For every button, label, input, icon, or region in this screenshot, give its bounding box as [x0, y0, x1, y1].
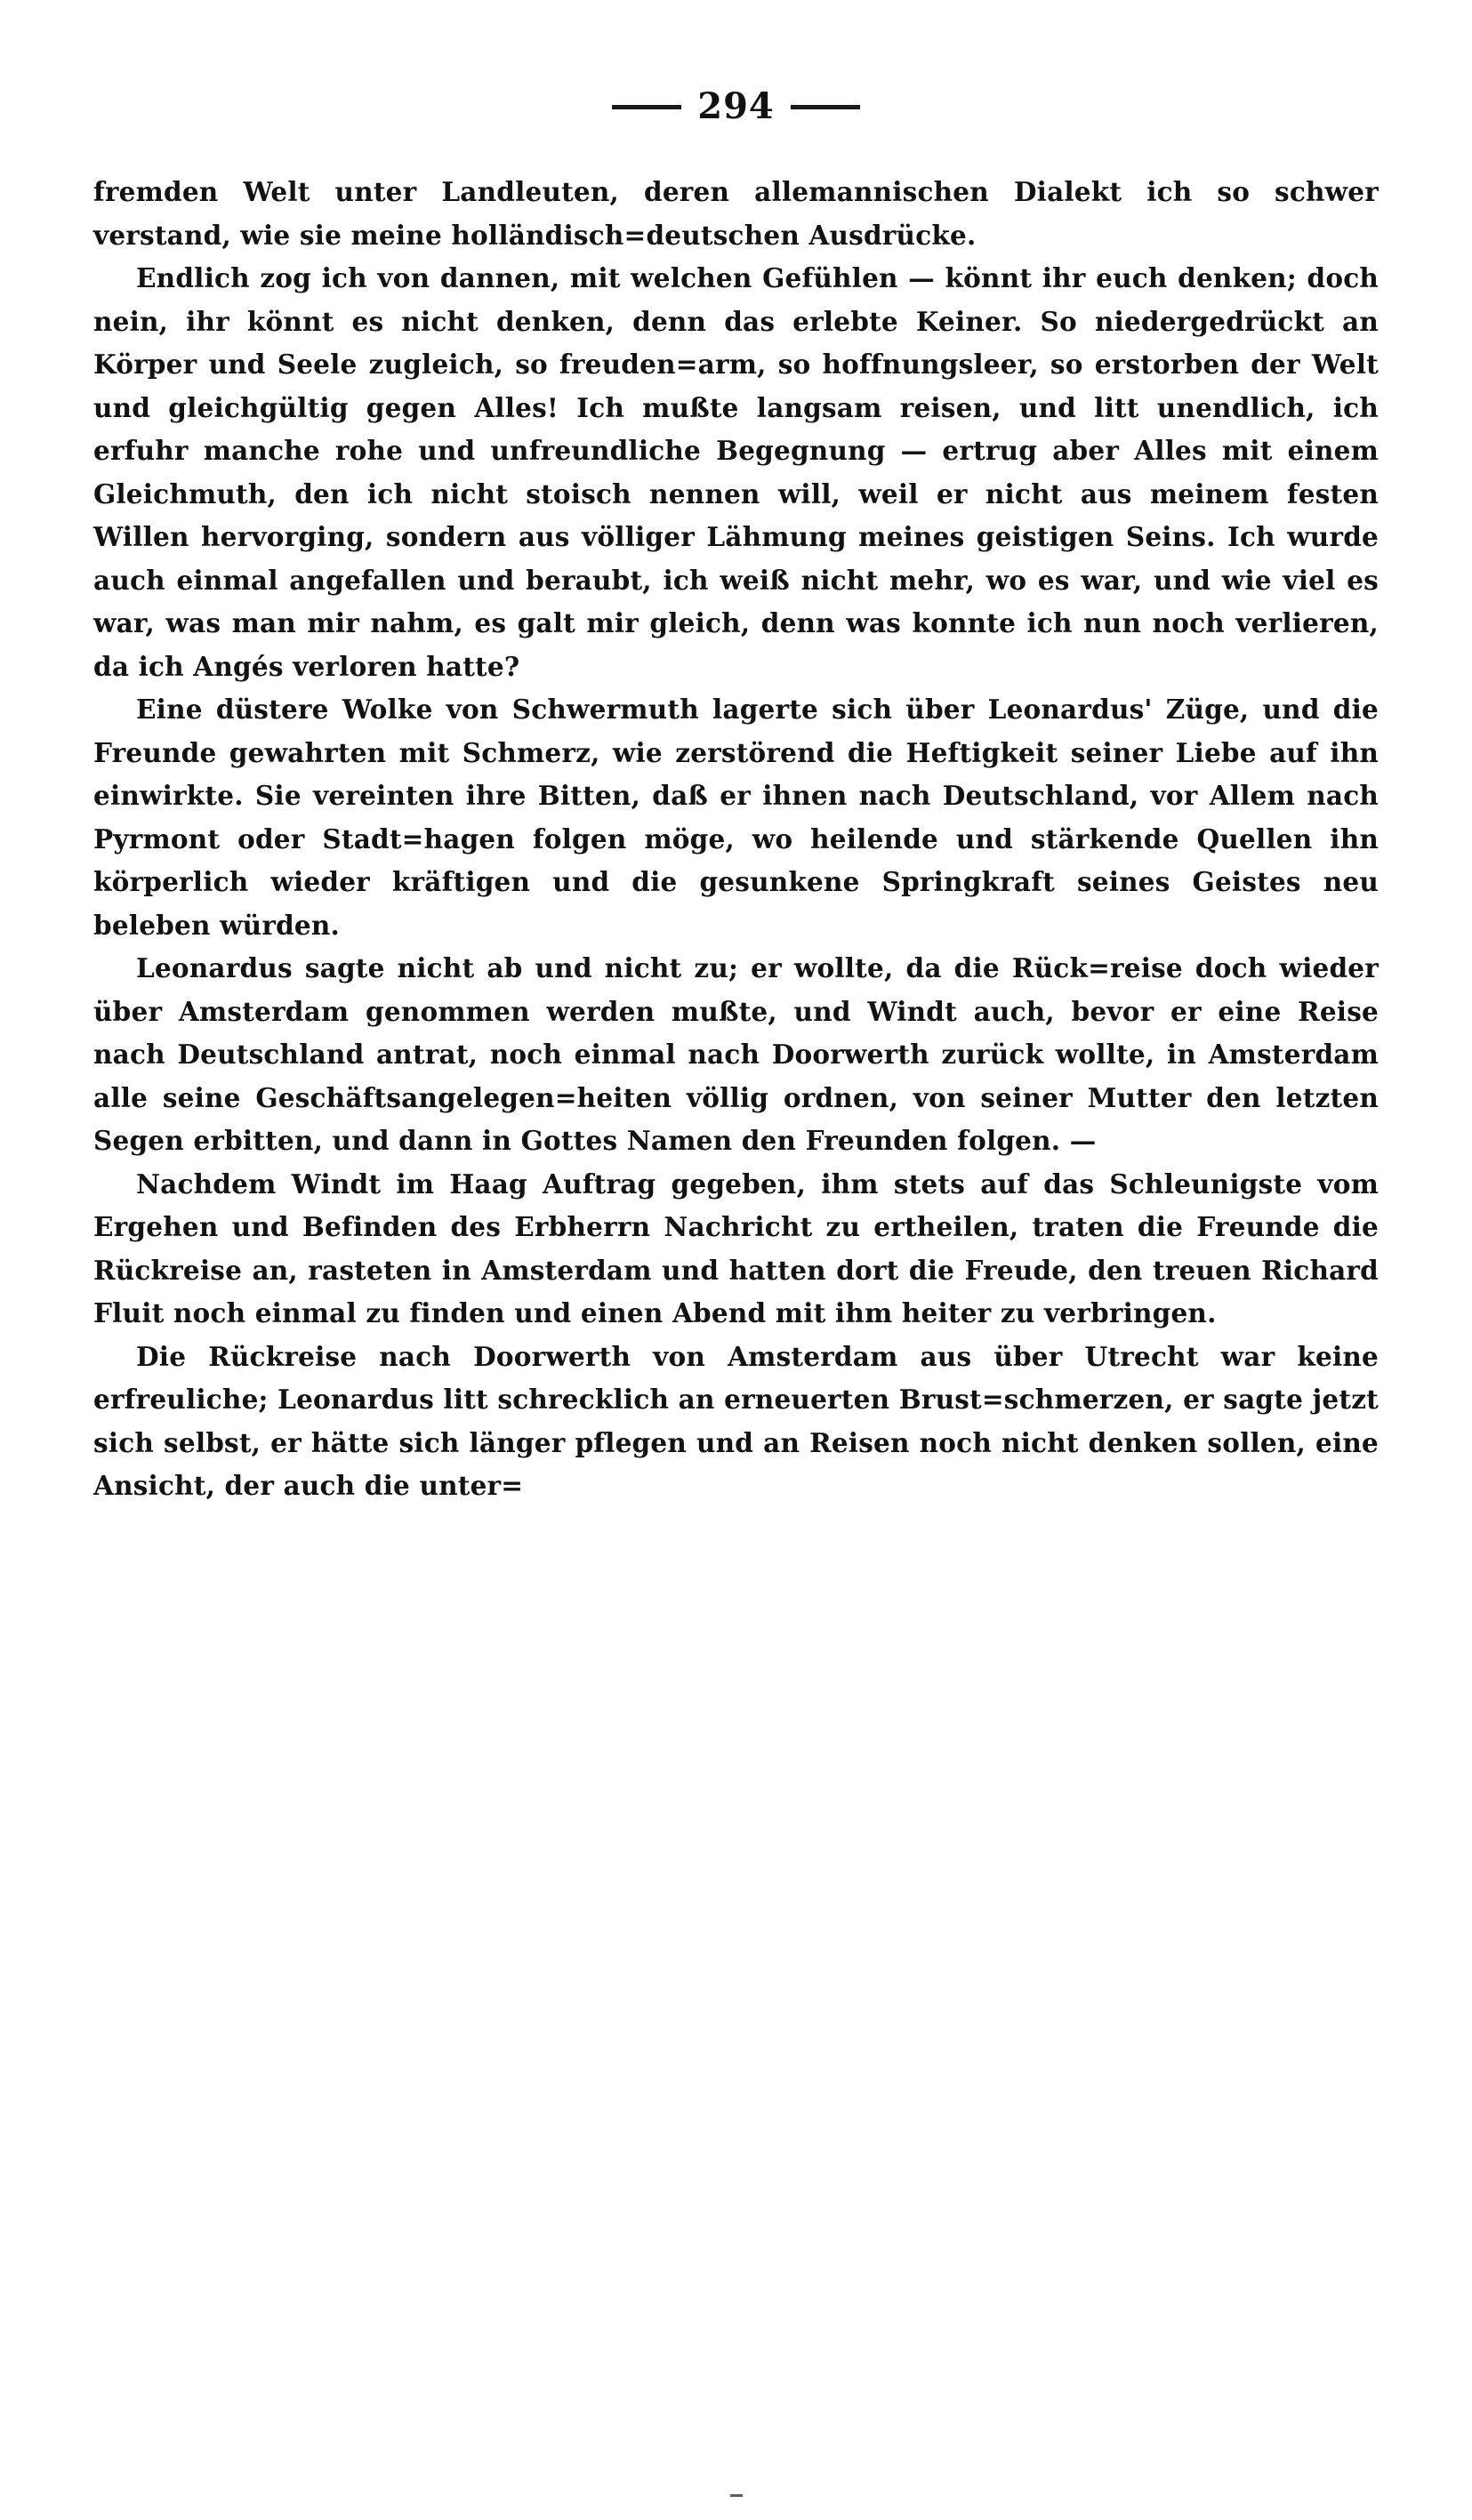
- page-footer-mark: [730, 2494, 743, 2497]
- paragraph: Nachdem Windt im Haag Auftrag gegeben, ihm stets auf das Schleunigste vom Ergehen und Befinden des Erbherrn Nachricht zu ertheilen, traten die Freunde die Rückreise an, rasteten in Amsterdam und hatten dort die Freude, den treuen Richard Fluit noch einmal zu finden und einen Abend mit ihm heiter zu verbringen.: [93, 1168, 1379, 1329]
- paragraph: Die Rückreise nach Doorwerth von Amsterdam aus über Utrecht war keine erfreuliche; Leonardus litt schrecklich an erneuerten Brust=schmerzen, er sagte jetzt sich selbst, er hätte sich länger pflegen und an Reisen noch nicht denken sollen, eine Ansicht, der auch die unter=: [93, 1340, 1379, 1502]
- page-number: 294: [697, 85, 775, 127]
- paragraph: Endlich zog ich von dannen, mit welchen Gefühlen — könnt ihr euch denken; doch nein, ihr könnt es nicht denken, denn das erlebte Keiner. So niedergedrückt an Körper und Seele zugleich, so freuden=arm, so hoffnungsleer, so erstorben der Welt und gleichgültig gegen Alles! Ich mußte langsam reisen, und litt unendlich, ich erfuhr manche rohe und unfreundliche Begegnung — ertrug aber Alles mit einem Gleichmuth, den ich nicht stoisch nennen will, weil er nicht aus meinem festen Willen hervorging, sondern aus völliger Lähmung meines geistigen Seins. Ich wurde auch einmal angefallen und beraubt, ich weiß nicht mehr, wo es war, und wie viel es war, was man mir nahm, es galt mir gleich, denn was konnte ich nun noch verlieren, da ich Angés verloren hatte?: [93, 262, 1379, 682]
- page-header: [93, 85, 1379, 127]
- paragraph: Leonardus sagte nicht ab und nicht zu; er wollte, da die Rück=reise doch wieder über Amsterdam genommen werden mußte, und Windt auch, bevor er eine Reise nach Deutschland antrat, noch einmal nach Doorwerth zurück wollte, in Amsterdam alle seine Geschäftsangelegen=heiten völlig ordnen, von seiner Mutter den letzten Segen erbitten, und dann in Gottes Namen den Freunden folgen. —: [93, 952, 1379, 1157]
- header-rule-left: [612, 105, 681, 109]
- page-body: [93, 171, 1379, 1508]
- paragraph: fremden Welt unter Landleuten, deren allemannischen Dialekt ich so schwer verstand, wie sie meine holländisch=deutschen Ausdrücke.: [93, 176, 1379, 251]
- paragraph: Eine düstere Wolke von Schwermuth lagerte sich über Leonardus' Züge, und die Freunde gewahrten mit Schmerz, wie zerstörend die Heftigkeit seiner Liebe auf ihn einwirkte. Sie vereinten ihre Bitten, daß er ihnen nach Deutschland, vor Allem nach Pyrmont oder Stadt=hagen folgen möge, wo heilende und stärkende Quellen ihn körperlich wieder kräftigen und die gesunkene Springkraft seines Geistes neu beleben würden.: [93, 694, 1379, 941]
- header-rule-right: [791, 105, 860, 109]
